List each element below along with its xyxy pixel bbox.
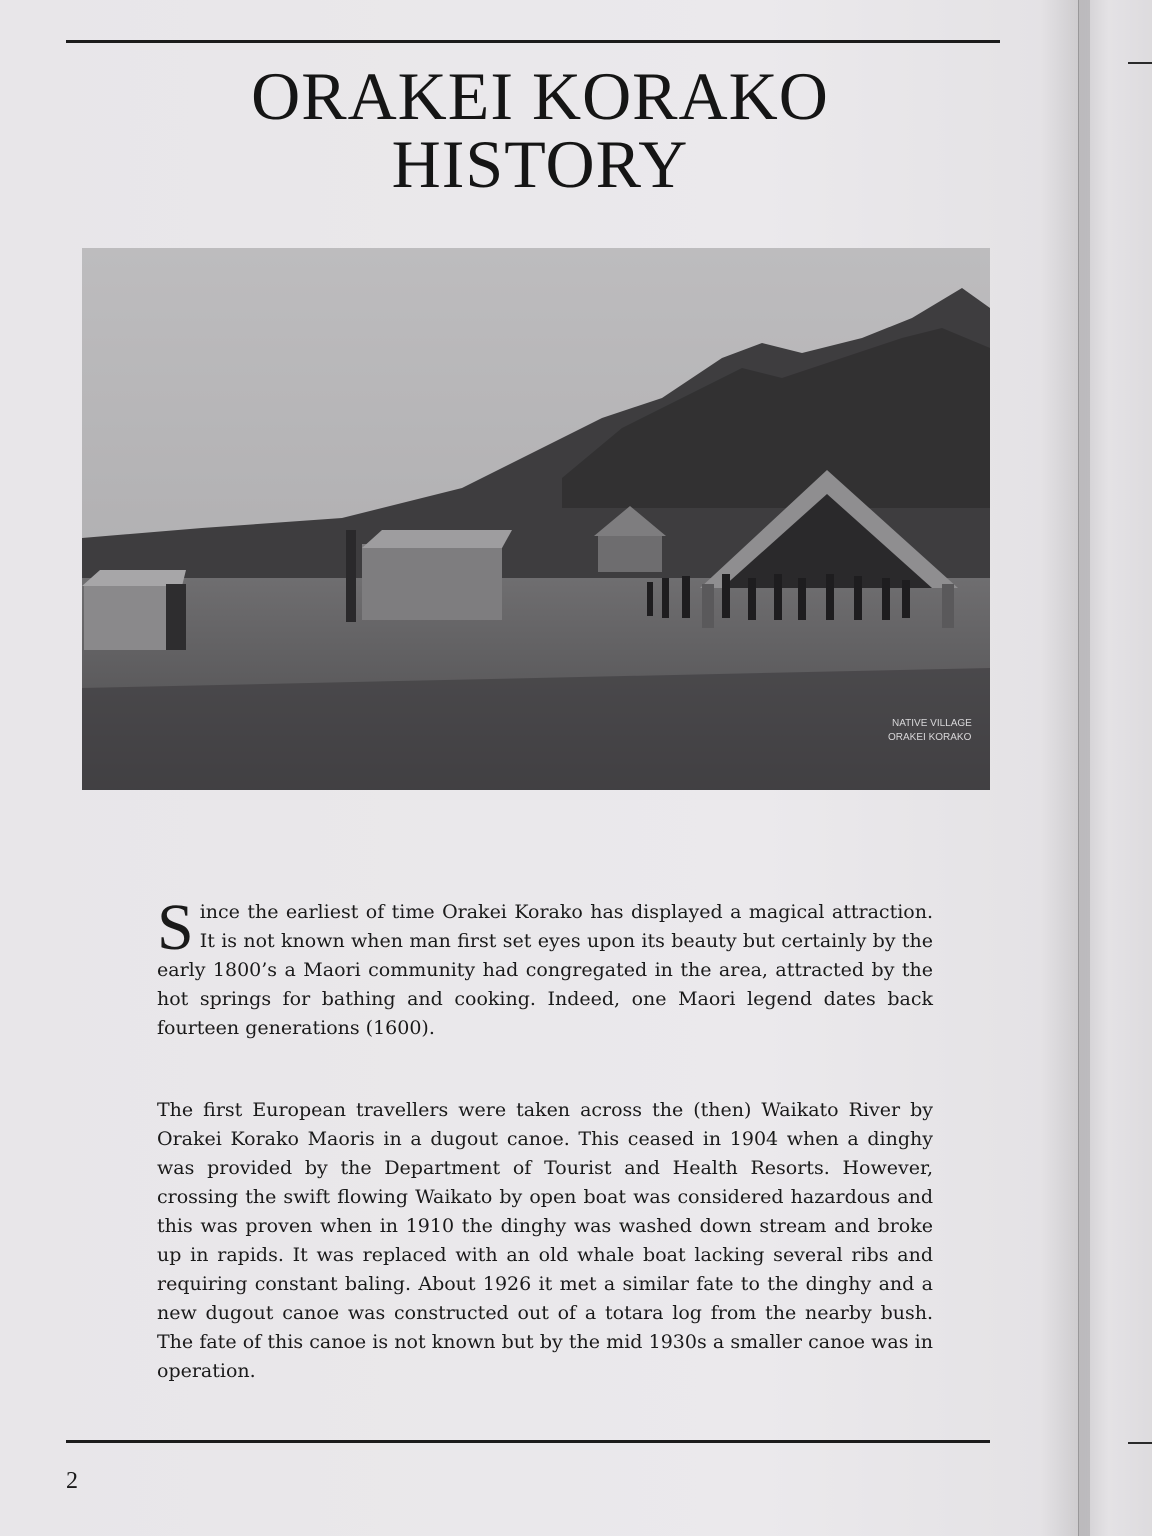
bottom-rule bbox=[66, 1440, 990, 1443]
historic-village-photo bbox=[82, 248, 990, 790]
top-rule bbox=[66, 40, 1000, 43]
page-title-line-1: ORAKEI KORAKO bbox=[251, 58, 829, 134]
paragraph-2: The first European travellers were taken across the (then) Waikato River by Orakei Korako Maoris in a dugout canoe. This ceased in 1904 when a dinghy was provided by the Department of Tourist and Health Resorts. However, crossing the swift flowing Waikato by open boat was considered hazardous and this was proven when in 1910 the dinghy was washed down stream and broke up in rapids. It was replaced with an old whale boat lacking several ribs and requiring constant baling. About 1926 it met a similar fate to the dinghy and a new dugout canoe was constructed out of a totara log from the nearby bush. The fate of this canoe is not known but by the mid 1930s a smaller canoe was in operation. bbox=[157, 1099, 933, 1382]
paragraph-1-text: ince the earliest of time Orakei Korako has displayed a magical attraction. It is not known when man first set eyes upon its beauty but certainly by the early 1800’s a Maori community had congregated in the area, attracted by the hot springs for bathing and cooking. Indeed, one Maori legend dates back fourteen generations (1600). bbox=[157, 901, 933, 1039]
page-title-line-2: HISTORY bbox=[391, 126, 689, 202]
svg-text:NATIVE VILLAGE: NATIVE VILLAGE bbox=[892, 718, 972, 729]
svg-text:ORAKEI KORAKO: ORAKEI KORAKO bbox=[888, 732, 972, 743]
adjacent-page-rule-top bbox=[1128, 62, 1152, 64]
drop-cap: S bbox=[157, 891, 194, 964]
adjacent-page-rule-bottom bbox=[1128, 1442, 1152, 1444]
page-gutter-shadow bbox=[1040, 0, 1090, 1536]
photo-illustration bbox=[82, 248, 990, 790]
page-number: 2 bbox=[66, 1468, 78, 1494]
paragraph-1 bbox=[157, 891, 933, 1043]
photo-foreground-grass bbox=[82, 668, 990, 790]
photo-long-house bbox=[362, 544, 502, 620]
